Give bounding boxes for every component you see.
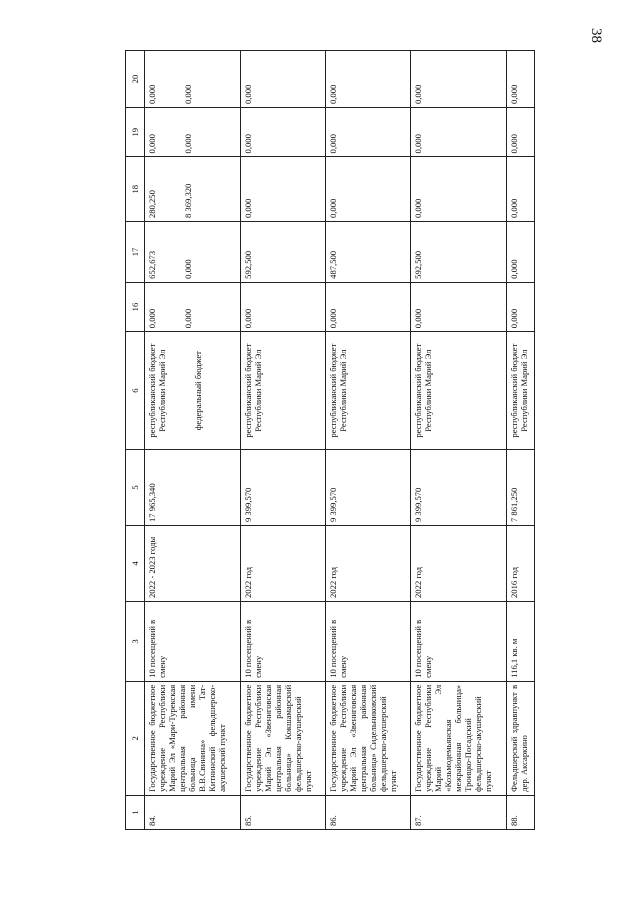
table-row [506,51,534,830]
amount: 0,000 [327,134,338,154]
amount: 0,000 [327,308,338,329]
value-c19 [325,108,410,157]
organization-name: Государственное бюджетное учреждение Республики Марий Эл «Звениговская центральная районная больница» Сидельниковский фельдшерско-акушерский пункт [325,681,410,795]
amount: 0,000 [147,134,157,154]
amount: 592,500 [412,250,423,279]
funding-sources [410,332,506,450]
value-c18 [145,157,241,222]
organization-name: Государственное бюджетное учреждение Республики Марий Эл «Козьмодемьянская межрайонная больница» Троицко-Посадский фельдшерско-акушерский пункт [410,681,506,795]
capacity: 10 посещений в смену [325,602,410,682]
estimated-cost: 7 861,250 [506,450,534,526]
value-c17 [325,222,410,283]
period: 2022 год [241,526,326,602]
row-number: 85. [241,795,326,829]
column-header: 16 [126,282,145,331]
estimated-cost: 9 399,570 [241,450,326,526]
period: 2016 год [506,526,534,602]
row-number: 88. [506,795,534,829]
value-c16 [241,282,326,331]
value-c19 [506,108,534,157]
funding-source: республиканский бюджет Республики Марий Эл [508,343,529,438]
amount: 0,000 [508,134,519,154]
estimated-cost: 9 399,570 [325,450,410,526]
value-c17 [145,222,241,283]
value-c17 [410,222,506,283]
organization-name: Государственное бюджетное учреждение Республики Марий Эл «Звениговская центральная районная больница» Кокшамарский фельдшерско-акушерский пункт [241,681,326,795]
amount: 8 369,320 [183,183,193,219]
amount: 0,000 [183,259,193,279]
table-row [145,51,241,830]
amount: 0,000 [243,134,254,154]
table-row [325,51,410,830]
value-c20 [325,51,410,108]
period: 2022 год [325,526,410,602]
amount: 0,000 [183,134,193,154]
table-body [145,51,535,830]
value-c17 [241,222,326,283]
funding-sources [145,332,241,450]
amount: 0,000 [412,308,423,329]
amount: 0,000 [243,84,254,105]
funding-source: республиканский бюджет Республики Марий Эл [412,343,433,438]
value-c20 [410,51,506,108]
value-c20 [241,51,326,108]
row-number: 84. [145,795,241,829]
value-c16 [506,282,534,331]
amount: 0,000 [243,308,254,329]
value-c20 [506,51,534,108]
amount: 0,000 [183,84,193,105]
amount: 487,500 [327,250,338,279]
column-header: 5 [126,450,145,526]
period: 2022 год [410,526,506,602]
amount: 0,000 [183,308,193,329]
value-c16 [325,282,410,331]
value-c18 [325,157,410,222]
value-c20 [145,51,241,108]
amount: 0,000 [327,84,338,105]
value-c19 [410,108,506,157]
investment-table [125,50,535,830]
funding-sources [241,332,326,450]
amount: 0,000 [508,198,519,219]
page-number: 38 [588,28,604,43]
value-c18 [506,157,534,222]
amount: 0,000 [412,198,423,219]
amount: 592,500 [243,250,254,279]
amount: 0,000 [412,134,423,154]
value-c17 [506,222,534,283]
capacity: 10 посещений в смену [410,602,506,682]
amount: 0,000 [327,198,338,219]
table-row [410,51,506,830]
capacity: 10 посещений в смену [145,602,241,682]
amount: 652,673 [147,250,157,279]
funding-source: республиканский бюджет Республики Марий Эл [147,343,167,438]
organization-name: Государственное бюджетное учреждение Республики Марий Эл «Мари-Турекская центральная районная больница имени В.В.Свинина» Тат-Китнинский фельдшерско-акушерский пункт [145,681,241,795]
amount: 0,000 [147,84,157,105]
amount: 0,000 [147,308,157,329]
rotated-table-container [125,50,535,830]
amount: 0,000 [508,259,519,279]
column-header: 18 [126,157,145,222]
value-c19 [145,108,241,157]
value-c18 [241,157,326,222]
period: 2022 - 2023 годы [145,526,241,602]
row-number: 87. [410,795,506,829]
funding-source: республиканский бюджет Республики Марий Эл [327,343,348,438]
funding-sources [506,332,534,450]
amount: 0,000 [508,84,519,105]
value-c16 [410,282,506,331]
funding-sources [325,332,410,450]
estimated-cost: 17 965,340 [145,450,241,526]
funding-source: республиканский бюджет Республики Марий Эл [243,343,264,438]
amount: 0,000 [508,308,519,329]
capacity: 10 посещений в смену [241,602,326,682]
funding-source: федеральный бюджет [193,351,203,431]
value-c16 [145,282,241,331]
amount: 0,000 [243,198,254,219]
header-row [126,51,145,830]
column-header: 4 [126,526,145,602]
amount: 280,250 [147,190,157,219]
amount: 0,000 [412,84,423,105]
column-header: 3 [126,602,145,682]
table-row [241,51,326,830]
column-header: 2 [126,681,145,795]
value-c19 [241,108,326,157]
column-header: 6 [126,332,145,450]
value-c18 [410,157,506,222]
column-header: 20 [126,51,145,108]
organization-name: Фельдшерский здравпункт в дер. Аксаркино [506,681,534,795]
column-header: 17 [126,222,145,283]
column-header: 19 [126,108,145,157]
estimated-cost: 9 399,570 [410,450,506,526]
row-number: 86. [325,795,410,829]
column-header: 1 [126,795,145,829]
capacity: 116,1 кв. м [506,602,534,682]
